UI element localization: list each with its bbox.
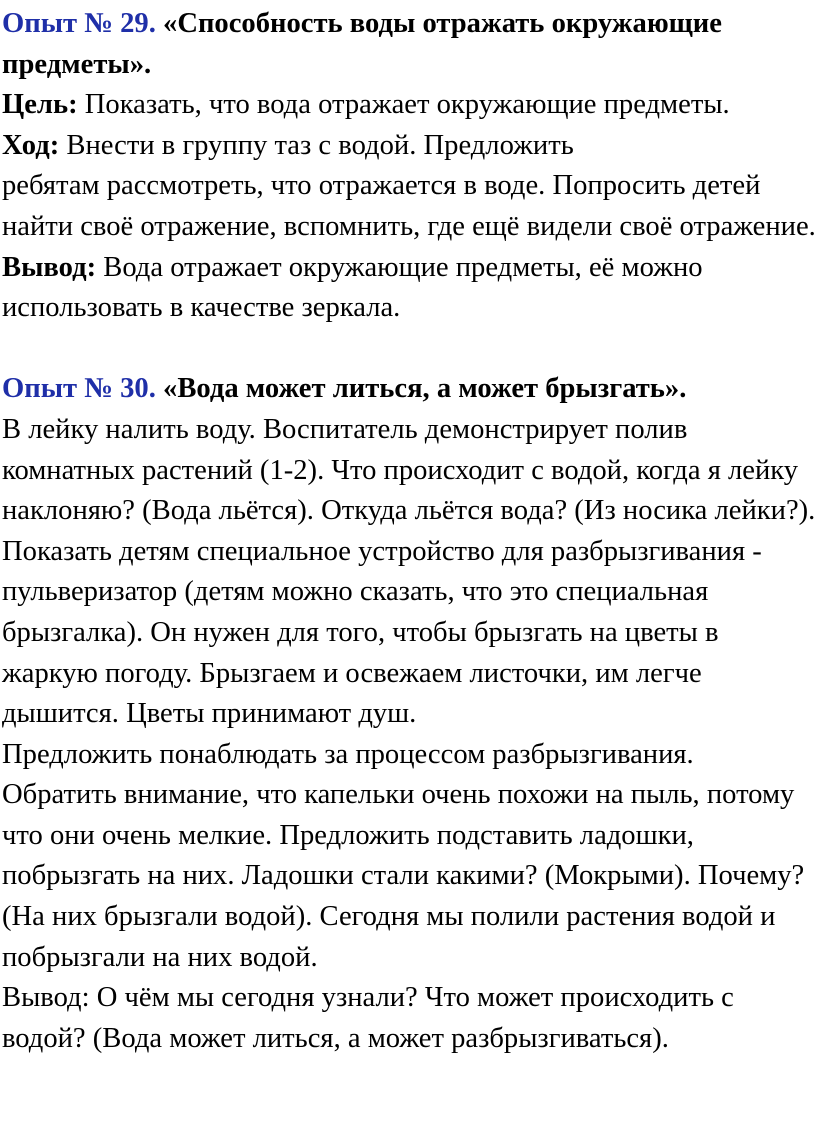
experiment-30-number: Опыт № 30.	[2, 373, 156, 405]
experiment-29-course	[2, 126, 816, 248]
conclusion-text: Вода отражает окружающие предметы, её можно использовать в качестве зеркала.	[2, 251, 703, 324]
conclusion-label: Вывод:	[2, 251, 97, 283]
experiment-29-title: «Способность воды отражать окружающие предметы».	[2, 8, 722, 80]
goal-text: Показать, что вода отражает окружающие предметы.	[84, 89, 730, 121]
experiment-29-goal	[2, 85, 816, 126]
experiment-30-section	[2, 369, 816, 1059]
experiment-29-conclusion	[2, 248, 816, 329]
experiment-30-title: «Вода может литься, а может брызгать».	[163, 373, 687, 405]
experiment-30-body: В лейку налить воду. Воспитатель демонстрирует полив комнатных растений (1-2). Что происходит с водой, когда я лейку наклоняю? (Вода льётся). Откуда льётся вода? (Из носика лейки?). Показать детям специальное устройство для разбрызгивания - пульверизатор (детям можно сказать, что это специальная брызгалка). Он нужен для того, чтобы брызгать на цветы в жаркую погоду. Брызгаем и освежаем листочки, им легче дышится. Цветы принимают душ.	[2, 413, 816, 730]
experiment-29-heading	[2, 4, 816, 85]
experiment-29-number: Опыт № 29.	[2, 8, 156, 39]
experiment-30-observe: Предложить понаблюдать за процессом разбрызгивания.	[2, 738, 694, 770]
experiment-30-conclusion: Вывод: О чём мы сегодня узнали? Что может происходить с водой? (Вода может литься, а может разбрызгиваться).	[2, 982, 734, 1054]
experiment-29-section	[2, 4, 816, 329]
course-label: Ход:	[2, 129, 60, 161]
goal-label: Цель:	[2, 89, 78, 121]
experiment-30-body-2: Обратить внимание, что капельки очень похожи на пыль, потому что они очень мелкие. Предложить подставить ладошки, побрызгать на них. Ладошки стали какими? (Мокрыми). Почему? (На них брызгали водой). Сегодня мы полили растения водой и побрызгали на них водой.	[2, 779, 805, 973]
course-line-2: ребятам рассмотреть, что отражается в воде. Попросить детей найти своё отражение, вспомнить, где ещё видели своё отражение.	[2, 170, 816, 242]
experiment-30-heading	[2, 369, 816, 410]
course-line-1: Внести в группу таз с водой. Предложить	[66, 129, 574, 161]
